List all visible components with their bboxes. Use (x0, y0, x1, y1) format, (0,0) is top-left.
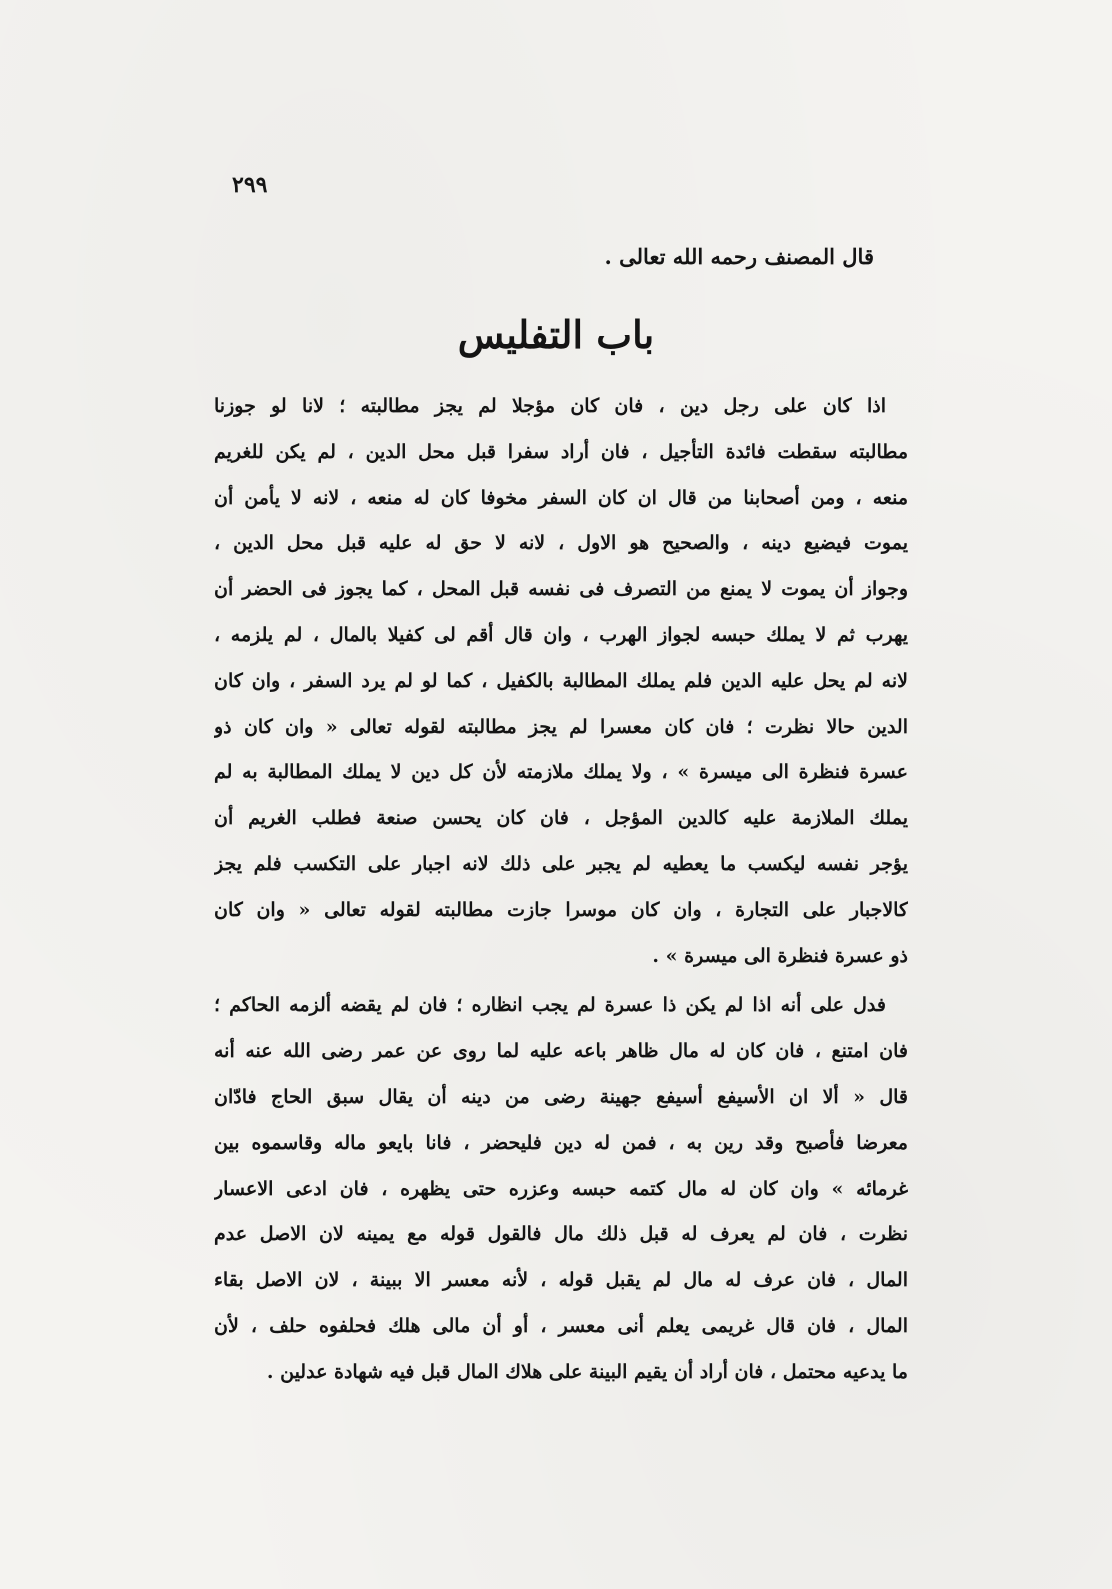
text-line: منعه ، ومن أصحابنا من قال ان كان السفر مخوفا كان له منعه ، لانه لا يأمن أن (214, 486, 908, 509)
text-line: فان امتنع ، فان كان له مال ظاهر باعه عليه لما روى عن عمر رضى الله عنه أنه (214, 1040, 908, 1063)
text-line: يؤجر نفسه ليكسب ما يعطيه لم يجبر على ذلك لانه اجبار على التكسب فلم يجز (214, 852, 908, 875)
text-line: معرضا فأصبح وقد رين به ، فمن له دين فليحضر ، فانا بايعو ماله وقاسموه بين (214, 1131, 908, 1154)
text-line: ذو عسرة فنظرة الى ميسرة » . (652, 944, 908, 967)
intro-line: قال المصنف رحمه الله تعالى . (604, 244, 874, 269)
text-line: المال ، فان عرف له مال لم يقبل قوله ، لأنه معسر الا ببينة ، لان الاصل بقاء (214, 1269, 908, 1292)
text-line: يموت فيضيع دينه ، والصحيح هو الاول ، لانه لا حق له عليه قبل محل الدين ، (214, 532, 908, 555)
text-line: المال ، فان قال غريمى يعلم أنى معسر ، أو أن مالى هلك فحلفوه حلف ، لأن (214, 1314, 908, 1337)
text-line: قال « ألا ان الأسيفع أسيفع جهينة رضى من دينه أن يقال سبق الحاج فادّان (214, 1085, 908, 1108)
text-line: اذا كان على رجل دين ، فان كان مؤجلا لم يجز مطالبته ؛ لانا لو جوزنا (214, 395, 886, 417)
text-line: عسرة فنظرة الى ميسرة » ، ولا يملك ملازمته لأن كل دين لا يملك المطالبة به لم (214, 761, 908, 784)
text-line: لانه لم يحل عليه الدين فلم يملك المطالبة بالكفيل ، كما لو لم يرد السفر ، وان كان (214, 669, 908, 692)
text-line: ما يدعيه محتمل ، فان أراد أن يقيم البينة على هلاك المال قبل فيه شهادة عدلين . (266, 1360, 908, 1383)
text-line: نظرت ، فان لم يعرف له قبل ذلك مال فالقول قوله مع يمينه لان الاصل عدم (214, 1223, 908, 1246)
text-line: يهرب ثم لا يملك حبسه لجواز الهرب ، وان قال أقم لى كفيلا بالمال ، لم يلزمه ، (214, 623, 908, 646)
paragraph-2 (214, 983, 908, 1395)
text-line: فدل على أنه اذا لم يكن ذا عسرة لم يجب انظاره ؛ فان لم يقضه ألزمه الحاكم ؛ (214, 994, 886, 1017)
text-line: وجواز أن يموت لا يمنع من التصرف فى نفسه قبل المحل ، كما يجوز فى الحضر أن (214, 578, 908, 601)
text-line: مطالبته سقطت فائدة التأجيل ، فان أراد سفرا قبل محل الدين ، لم يكن للغريم (214, 440, 908, 463)
text-line: كالاجبار على التجارة ، وان كان موسرا جازت مطالبته لقوله تعالى « وان كان (214, 898, 908, 921)
text-line: غرمائه » وان كان له مال كتمه حبسه وعزره حتى يظهره ، فان ادعى الاعسار (214, 1177, 908, 1200)
page-number: ٢٩٩ (232, 172, 268, 198)
text-line: يملك الملازمة عليه كالدين المؤجل ، فان كان يحسن صنعة فطلب الغريم أن (214, 807, 908, 830)
text-line: الدين حالا نظرت ؛ فان كان معسرا لم يجز مطالبته لقوله تعالى « وان كان ذو (214, 715, 908, 738)
body-text (214, 384, 908, 1396)
paragraph-1 (214, 384, 908, 979)
chapter-title: باب التفليس (457, 312, 655, 357)
